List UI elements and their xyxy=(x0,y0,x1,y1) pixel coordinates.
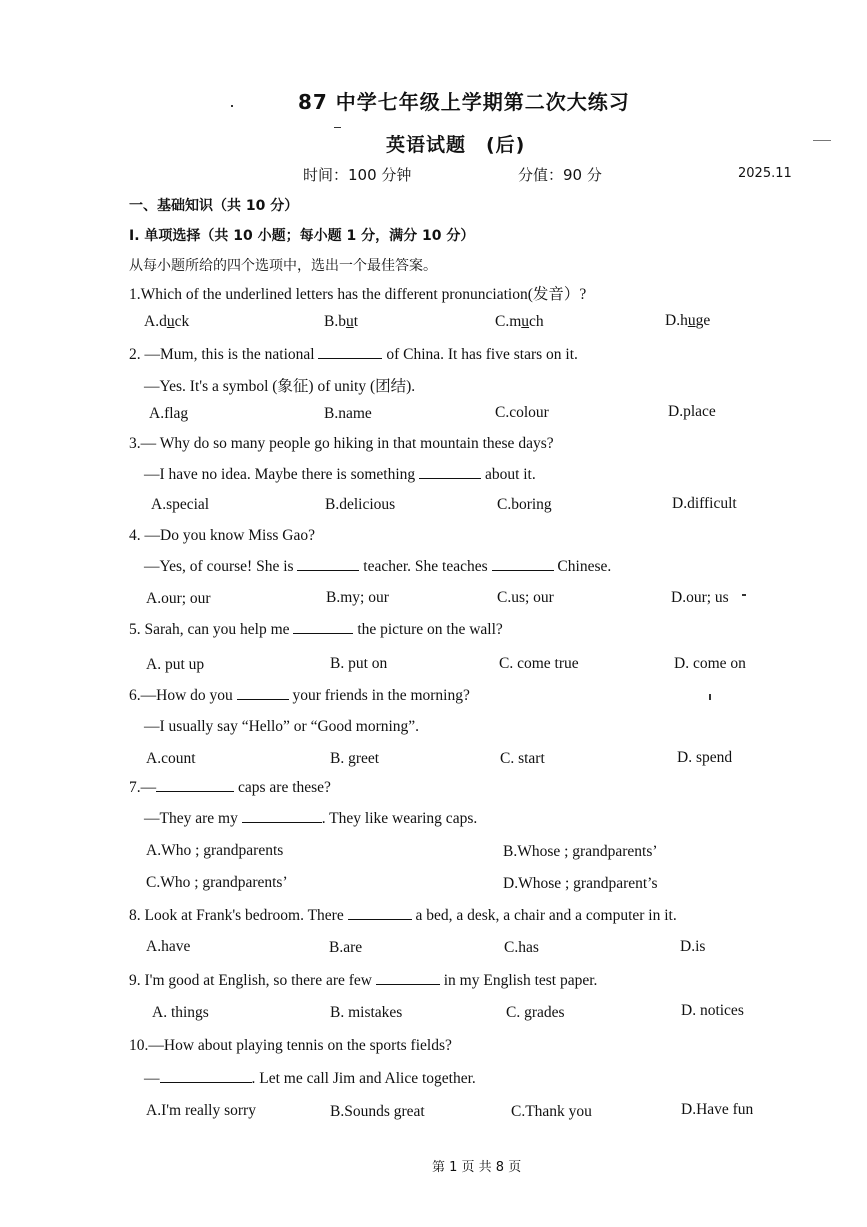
page-number: 第 1 页 共 8 页 xyxy=(432,1160,522,1175)
q9-option-d: D. notices xyxy=(681,1002,744,1019)
q3-option-d: D.difficult xyxy=(672,495,737,512)
exam-date: 2025.11 xyxy=(738,166,792,181)
question-3-stem: 3.— Why do so many people go hiking in that mountain these days? xyxy=(129,435,554,452)
question-9-stem: 9. I'm good at English, so there are few in my English test paper. xyxy=(129,972,598,989)
q7-option-c: C.Who ; grandparents’ xyxy=(146,874,288,891)
question-1-stem: 1.Which of the underlined letters has the different pronunciation(发音）? xyxy=(129,286,587,303)
q2-option-a: A.flag xyxy=(149,405,189,422)
q4-option-b: B.my; our xyxy=(326,589,389,606)
q3-option-b: B.delicious xyxy=(325,496,396,513)
answer-blank xyxy=(293,632,353,634)
q3-option-c: C.boring xyxy=(497,496,552,513)
q8-option-a: A.have xyxy=(146,938,191,955)
answer-blank xyxy=(376,983,440,985)
question-10-line2: — . Let me call Jim and Alice together. xyxy=(144,1070,476,1087)
question-8-stem: 8. Look at Frank's bedroom. There a bed, a desk, a chair and a computer in it. xyxy=(129,907,677,924)
exam-title: 87 中学七年级上学期第二次大练习 xyxy=(298,90,630,114)
q6-option-b: B. greet xyxy=(330,750,380,767)
q7-option-b: B.Whose ; grandparents’ xyxy=(503,843,658,860)
answer-blank xyxy=(318,357,382,359)
answer-blank xyxy=(156,790,234,792)
answer-blank xyxy=(419,477,481,479)
answer-blank xyxy=(348,918,412,920)
q1-option-c: C.much xyxy=(495,313,544,330)
question-6-stem: 6.—How do you your friends in the morning? xyxy=(129,687,470,704)
q6-option-a: A.count xyxy=(146,750,196,767)
answer-blank xyxy=(297,569,359,571)
section-heading: 一、基础知识（共 10 分） xyxy=(129,198,299,214)
q6-option-c: C. start xyxy=(500,750,545,767)
question-7-stem: 7.— caps are these? xyxy=(129,779,331,796)
q2-option-b: B.name xyxy=(324,405,372,422)
q10-option-a: A.I'm really sorry xyxy=(146,1102,256,1119)
q4-option-a: A.our; our xyxy=(146,590,211,607)
q3-option-a: A.special xyxy=(151,496,210,513)
q10-option-d: D.Have fun xyxy=(681,1101,754,1118)
q7-option-a: A.Who ; grandparents xyxy=(146,842,284,859)
question-2-stem: 2. —Mum, this is the national of China. It has five stars on it. xyxy=(129,346,578,363)
question-4-line2: —Yes, of course! She is teacher. She teaches Chinese. xyxy=(144,558,612,575)
q1-option-b: B.but xyxy=(324,313,359,330)
scan-speck xyxy=(813,140,831,141)
q8-option-b: B.are xyxy=(329,939,363,956)
q9-option-b: B. mistakes xyxy=(330,1004,403,1021)
question-4-stem: 4. —Do you know Miss Gao? xyxy=(129,527,315,544)
q5-option-b: B. put on xyxy=(330,655,388,672)
question-6-line2: —I usually say “Hello” or “Good morning”. xyxy=(144,718,420,735)
q4-option-c: C.us; our xyxy=(497,589,554,606)
q10-option-c: C.Thank you xyxy=(511,1103,592,1120)
answer-blank xyxy=(160,1081,252,1083)
q4-option-d: D.our; us xyxy=(671,589,729,606)
part-heading: I. 单项选择（共 10 小题；每小题 1 分，满分 10 分） xyxy=(129,228,475,244)
answer-blank xyxy=(237,698,289,700)
q5-option-d: D. come on xyxy=(674,655,746,672)
exam-time: 时间：100 分钟 xyxy=(303,166,412,184)
q9-option-a: A. things xyxy=(152,1004,209,1021)
question-7-line2: —They are my . They like wearing caps. xyxy=(144,810,478,827)
q6-option-d: D. spend xyxy=(677,749,733,766)
scan-speck xyxy=(231,105,233,107)
q9-option-c: C. grades xyxy=(506,1004,565,1021)
scan-speck xyxy=(742,594,746,596)
q1-option-a: A.duck xyxy=(144,313,190,330)
q8-option-d: D.is xyxy=(680,938,706,955)
answer-blank xyxy=(492,569,554,571)
scan-speck xyxy=(709,694,711,700)
q2-option-c: C.colour xyxy=(495,404,549,421)
exam-score: 分值：90 分 xyxy=(518,166,602,184)
q1-option-d: D.huge xyxy=(665,312,711,329)
q5-option-c: C. come true xyxy=(499,655,579,672)
q10-option-b: B.Sounds great xyxy=(330,1103,425,1120)
question-5-stem: 5. Sarah, can you help me the picture on the wall? xyxy=(129,621,503,638)
exam-subtitle: 英语试题 (后) xyxy=(386,134,526,156)
q8-option-c: C.has xyxy=(504,939,539,956)
scan-speck xyxy=(334,127,341,128)
q2-option-d: D.place xyxy=(668,403,716,420)
question-3-line2: —I have no idea. Maybe there is something about it. xyxy=(144,466,536,483)
q7-option-d: D.Whose ; grandparent’s xyxy=(503,875,658,892)
question-10-stem: 10.—How about playing tennis on the sports fields? xyxy=(129,1037,452,1054)
question-2-line2: —Yes. It's a symbol (象征) of unity (团结). xyxy=(144,378,416,395)
instruction: 从每小题所给的四个选项中，选出一个最佳答案。 xyxy=(129,258,437,274)
answer-blank xyxy=(242,821,322,823)
q5-option-a: A. put up xyxy=(146,656,205,673)
